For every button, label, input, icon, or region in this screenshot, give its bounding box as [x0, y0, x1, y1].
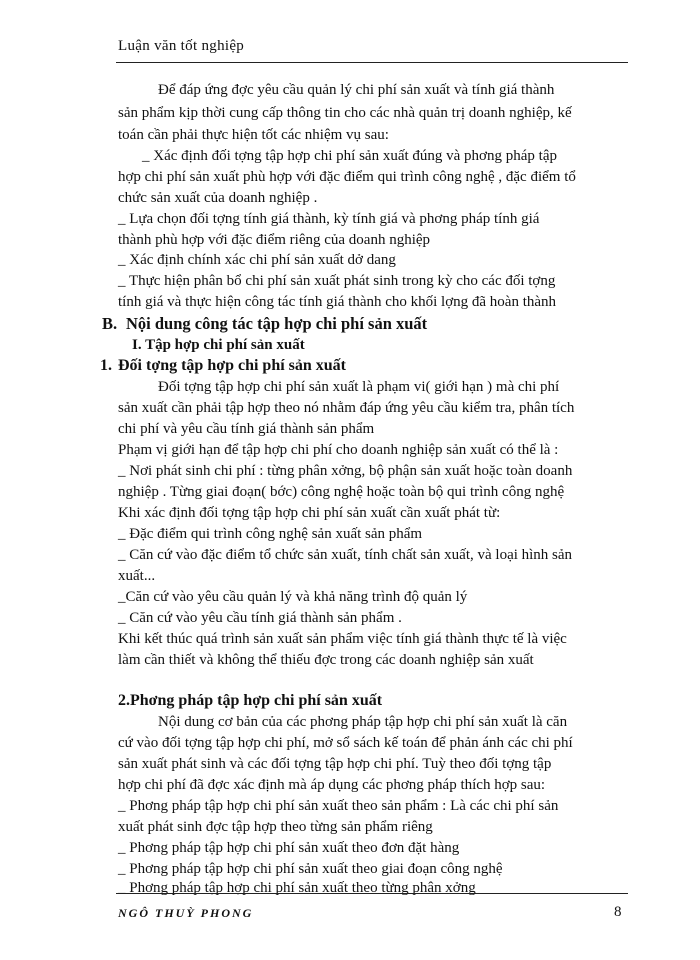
- paragraph-line: Nội dung cơ bản của các phơng pháp tập hợp chi phí sản xuất là căn: [158, 714, 568, 730]
- paragraph-line: sản phẩm kịp thời cung cấp thông tin cho các nhà quản trị doanh nghiệp, kế: [118, 105, 572, 121]
- list-item: _ Căn cứ vào đặc điểm tổ chức sản xuất, tính chất sản xuất, và loại hình sản: [118, 547, 573, 563]
- task-item-line: thành phù hợp với đặc điểm riêng của doanh nghiệp: [118, 232, 431, 248]
- list-item-line: xuất...: [118, 568, 156, 584]
- section-b-heading: Nội dung công tác tập hợp chi phí sản xuất: [126, 314, 428, 333]
- task-item: _ Xác định chính xác chi phí sản xuất dở dang: [118, 252, 396, 268]
- task-item: _ Lựa chọn đối tợng tính giá thành, kỳ tính giá và phơng pháp tính giá: [118, 211, 540, 227]
- method-item: _ Phơng pháp tập hợp chi phí sản xuất theo sản phẩm : Là các chi phí sản: [118, 798, 559, 814]
- page-header: Luận văn tốt nghiệp: [118, 38, 245, 54]
- method-item-line: xuất phát sinh đợc tập hợp theo từng sản phẩm riêng: [118, 819, 433, 835]
- section-1-heading: Đối tợng tập hợp chi phí sản xuất: [118, 357, 347, 374]
- task-item-line: hợp chi phí sản xuất phù hợp với đặc điểm qui trình công nghệ , đặc điểm tổ: [118, 169, 576, 185]
- paragraph-line: _ Nơi phát sinh chi phí : từng phân xởng, bộ phận sản xuất hoặc toàn doanh: [118, 463, 573, 479]
- paragraph-line: toán cần phải thực hiện tốt các nhiệm vụ sau:: [118, 127, 389, 143]
- paragraph-line: Phạm vị giới hạn để tập hợp chi phí cho doanh nghiệp sản xuất có thể là :: [118, 442, 559, 458]
- list-item: _ Căn cứ vào yêu cầu tính giá thành sản phẩm .: [118, 610, 402, 626]
- method-item: _ Phơng pháp tập hợp chi phí sản xuất theo đơn đặt hàng: [118, 840, 460, 856]
- list-item: _ Đặc điểm qui trình công nghệ sản xuất sản phẩm: [118, 526, 423, 542]
- section-1-label: 1.: [100, 357, 112, 374]
- paragraph-line: làm cần thiết và không thể thiếu đợc trong các doanh nghiệp sản xuất: [118, 652, 534, 668]
- section-b-label: B.: [102, 314, 118, 333]
- header-divider: [116, 62, 628, 63]
- paragraph-line: nghiệp . Từng giai đoạn( bớc) công nghệ hoặc toàn bộ qui trình công nghệ: [118, 484, 565, 500]
- list-item: _Căn cứ vào yêu cầu quản lý và khả năng trình độ quản lý: [118, 589, 468, 605]
- task-item: _ Xác định đối tợng tập hợp chi phí sản xuất đúng và phơng pháp tập: [142, 148, 557, 164]
- paragraph-line: Đối tợng tập hợp chi phí sản xuất là phạm vi( giới hạn ) mà chi phí: [158, 379, 560, 395]
- paragraph-line: Khi kết thúc quá trình sản xuất sản phẩm việc tính giá thành thực tế là việc: [118, 631, 567, 647]
- method-item: _ Phơng pháp tập hợp chi phí sản xuất theo giai đoạn công nghệ: [118, 861, 503, 877]
- task-item-line: tính giá và thực hiện công tác tính giá thành cho khối lợng đã hoàn thành: [118, 294, 557, 310]
- footer-divider: [116, 893, 628, 894]
- paragraph-line: chi phí và yêu cầu tính giá thành sản phẩm: [118, 421, 375, 437]
- paragraph-line: Để đáp ứng đợc yêu cầu quản lý chi phí sản xuất và tính giá thành: [158, 82, 555, 98]
- section-2-heading: 2.Phơng pháp tập hợp chi phí sản xuất: [118, 692, 383, 709]
- paragraph-line: cứ vào đối tợng tập hợp chi phí, mở sổ sách kế toán để phản ánh các chi phí: [118, 735, 573, 751]
- task-item-line: chức sản xuất của doanh nghiệp .: [118, 190, 318, 206]
- paragraph-line: sản xuất cần phải tập hợp theo nó nhằm đáp ứng yêu cầu kiểm tra, phân tích: [118, 400, 575, 416]
- page-number: 8: [614, 904, 622, 920]
- footer-author: NGÔ THUỲ PHONG: [118, 906, 254, 920]
- subsection-heading: I. Tập hợp chi phí sản xuất: [132, 337, 305, 353]
- method-item: _ Phơng pháp tập hợp chi phí sản xuất theo từng phân xởng: [118, 880, 476, 896]
- paragraph-line: Khi xác định đối tợng tập hợp chi phí sản xuất cần xuất phát từ:: [118, 505, 501, 521]
- paragraph-line: hợp chi phí đã đợc xác định mà áp dụng các phơng pháp thích hợp sau:: [118, 777, 546, 793]
- paragraph-line: sản xuất phát sinh và các đối tợng tập hợp chi phí. Tuỳ theo đối tợng tập: [118, 756, 552, 772]
- task-item: _ Thực hiện phân bổ chi phí sản xuất phát sinh trong kỳ cho các đối tợng: [118, 273, 556, 289]
